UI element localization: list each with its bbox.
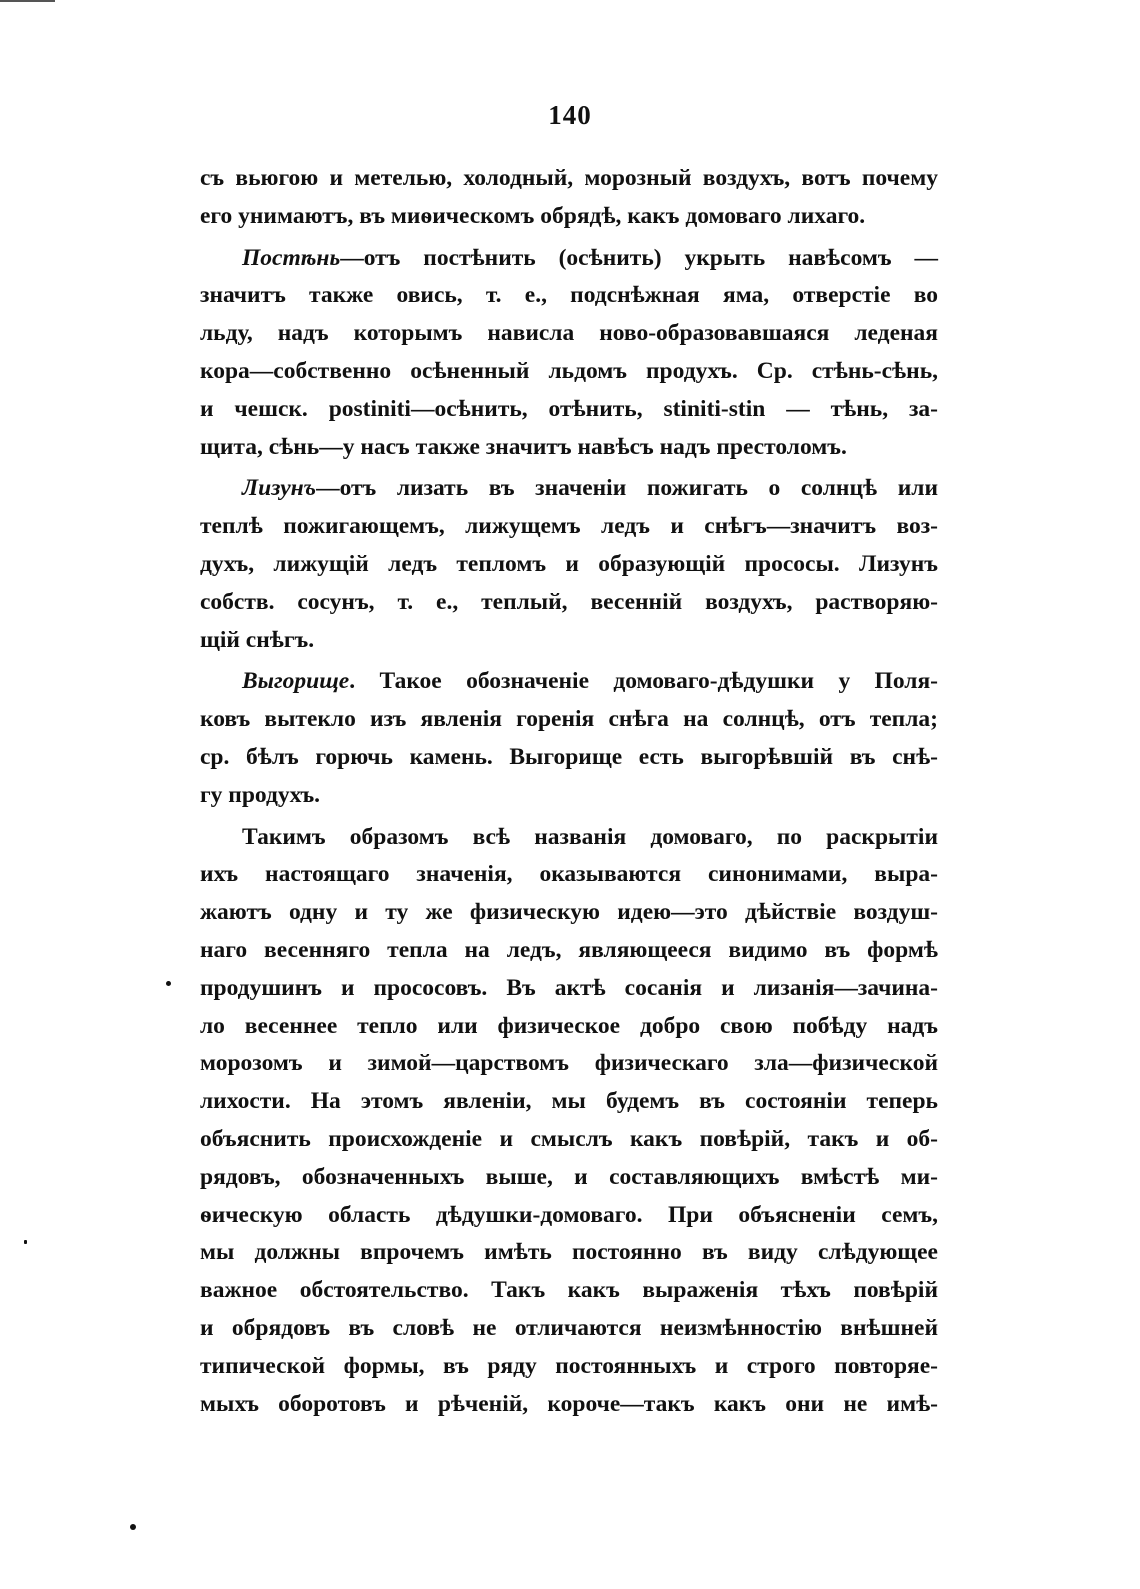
text-line: ковъ вытекло изъ явленія горенія снѣга на солнцѣ, отъ тепла; [200,706,938,733]
text-line: объяснить происхожденіе и смыслъ какъ повѣрій, такъ и об- [200,1125,938,1152]
text-line: и обрядовъ въ словѣ не отличаются неизмѣнностію внѣшней [200,1314,938,1341]
text-line: его унимаютъ, въ миѳическомъ обрядѣ, какъ домоваго лихаго. [200,202,866,229]
text-line: значитъ также овись, т. е., подснѣжная яма, отверстіе во [200,282,938,309]
text-line: щій снѣгъ. [200,626,315,653]
text-line: важное обстоятельство. Такъ какъ выраженія тѣхъ повѣрій [200,1277,938,1304]
text-line: ср. бѣлъ горючь камень. Выгорище есть выгорѣвшій въ снѣ- [200,743,938,770]
text-line [200,663,938,701]
text-line: теплѣ пожигающемъ, лижущемъ ледъ и снѣгъ—значитъ воз- [200,513,938,540]
text-line: типической формы, въ ряду постоянныхъ и строго повторяе- [200,1352,938,1379]
term-postyen: Постѣнь [242,244,341,271]
text-line: жаютъ одну и ту же физическую идею—это дѣйствіе воздуш- [200,899,938,926]
text-line: щита, сѣнь—у насъ также значитъ навѣсъ надъ престоломъ. [200,433,847,460]
text-line: кора—собственно осѣненный льдомъ продухъ. Ср. стѣнь-сѣнь, [200,357,938,384]
text-line: ло весеннее тепло или физическое добро свою побѣду надъ [200,1012,938,1039]
text-line: мыхъ оборотовъ и рѣченій, короче—такъ какъ они не имѣ- [200,1390,938,1417]
ink-speck [24,1240,27,1244]
body-text [200,160,938,1423]
scan-edge-mark [0,0,55,2]
term-lizun: Лизунъ [242,475,317,502]
text-line: Такимъ образомъ всѣ названія домоваго, по раскрытіи [242,823,938,850]
ink-speck [130,1524,136,1530]
ink-speck [166,981,171,986]
definition-text: . Такое обозначеніе домоваго-дѣдушки у Поля- [349,668,938,695]
text-line [200,240,938,278]
text-line: гу продухъ. [200,781,321,808]
text-line [200,470,938,508]
text-line: и чешск. postiniti—осѣнить, отѣнить, stiniti-stin — тѣнь, за- [200,395,938,422]
definition-text: —отъ постѣнить (осѣнить) укрыть навѣсомъ — [340,244,938,271]
text-line: продушинъ и прососовъ. Въ актѣ сосанія и лизанія—зачина- [200,974,938,1001]
text-line: собств. сосунъ, т. е., теплый, весенній воздухъ, растворяю- [200,588,938,615]
text-line: ихъ настоящаго значенія, оказываются синонимами, выра- [200,861,938,888]
text-line: наго весенняго тепла на ледъ, являющееся видимо въ формѣ [200,936,938,963]
definition-text: —отъ лизать въ значеніи пожигать о солнцѣ или [316,475,938,502]
text-line: рядовъ, обозначенныхъ выше, и составляющихъ вмѣстѣ ми- [200,1163,938,1190]
text-line: мы должны впрочемъ имѣть постоянно въ виду слѣдующее [200,1239,938,1266]
text-line: лихости. На этомъ явленіи, мы будемъ въ состояніи теперь [200,1088,938,1115]
text-line: духъ, лижущій ледъ тепломъ и образующій прососы. Лизунъ [200,550,938,577]
text-line: льду, надъ которымъ нависла ново-образовавшаяся леденая [200,320,938,347]
text-line: морозомъ и зимой—царствомъ физическаго зла—физической [200,1050,938,1077]
text-line: ѳическую область дѣдушки-домоваго. При объясненіи семъ, [200,1201,938,1228]
text-line: съ вьюгою и метелью, холодный, морозный воздухъ, вотъ почему [200,165,938,191]
term-vygorishche: Выгорище [242,668,350,695]
page-number: 140 [548,100,592,130]
